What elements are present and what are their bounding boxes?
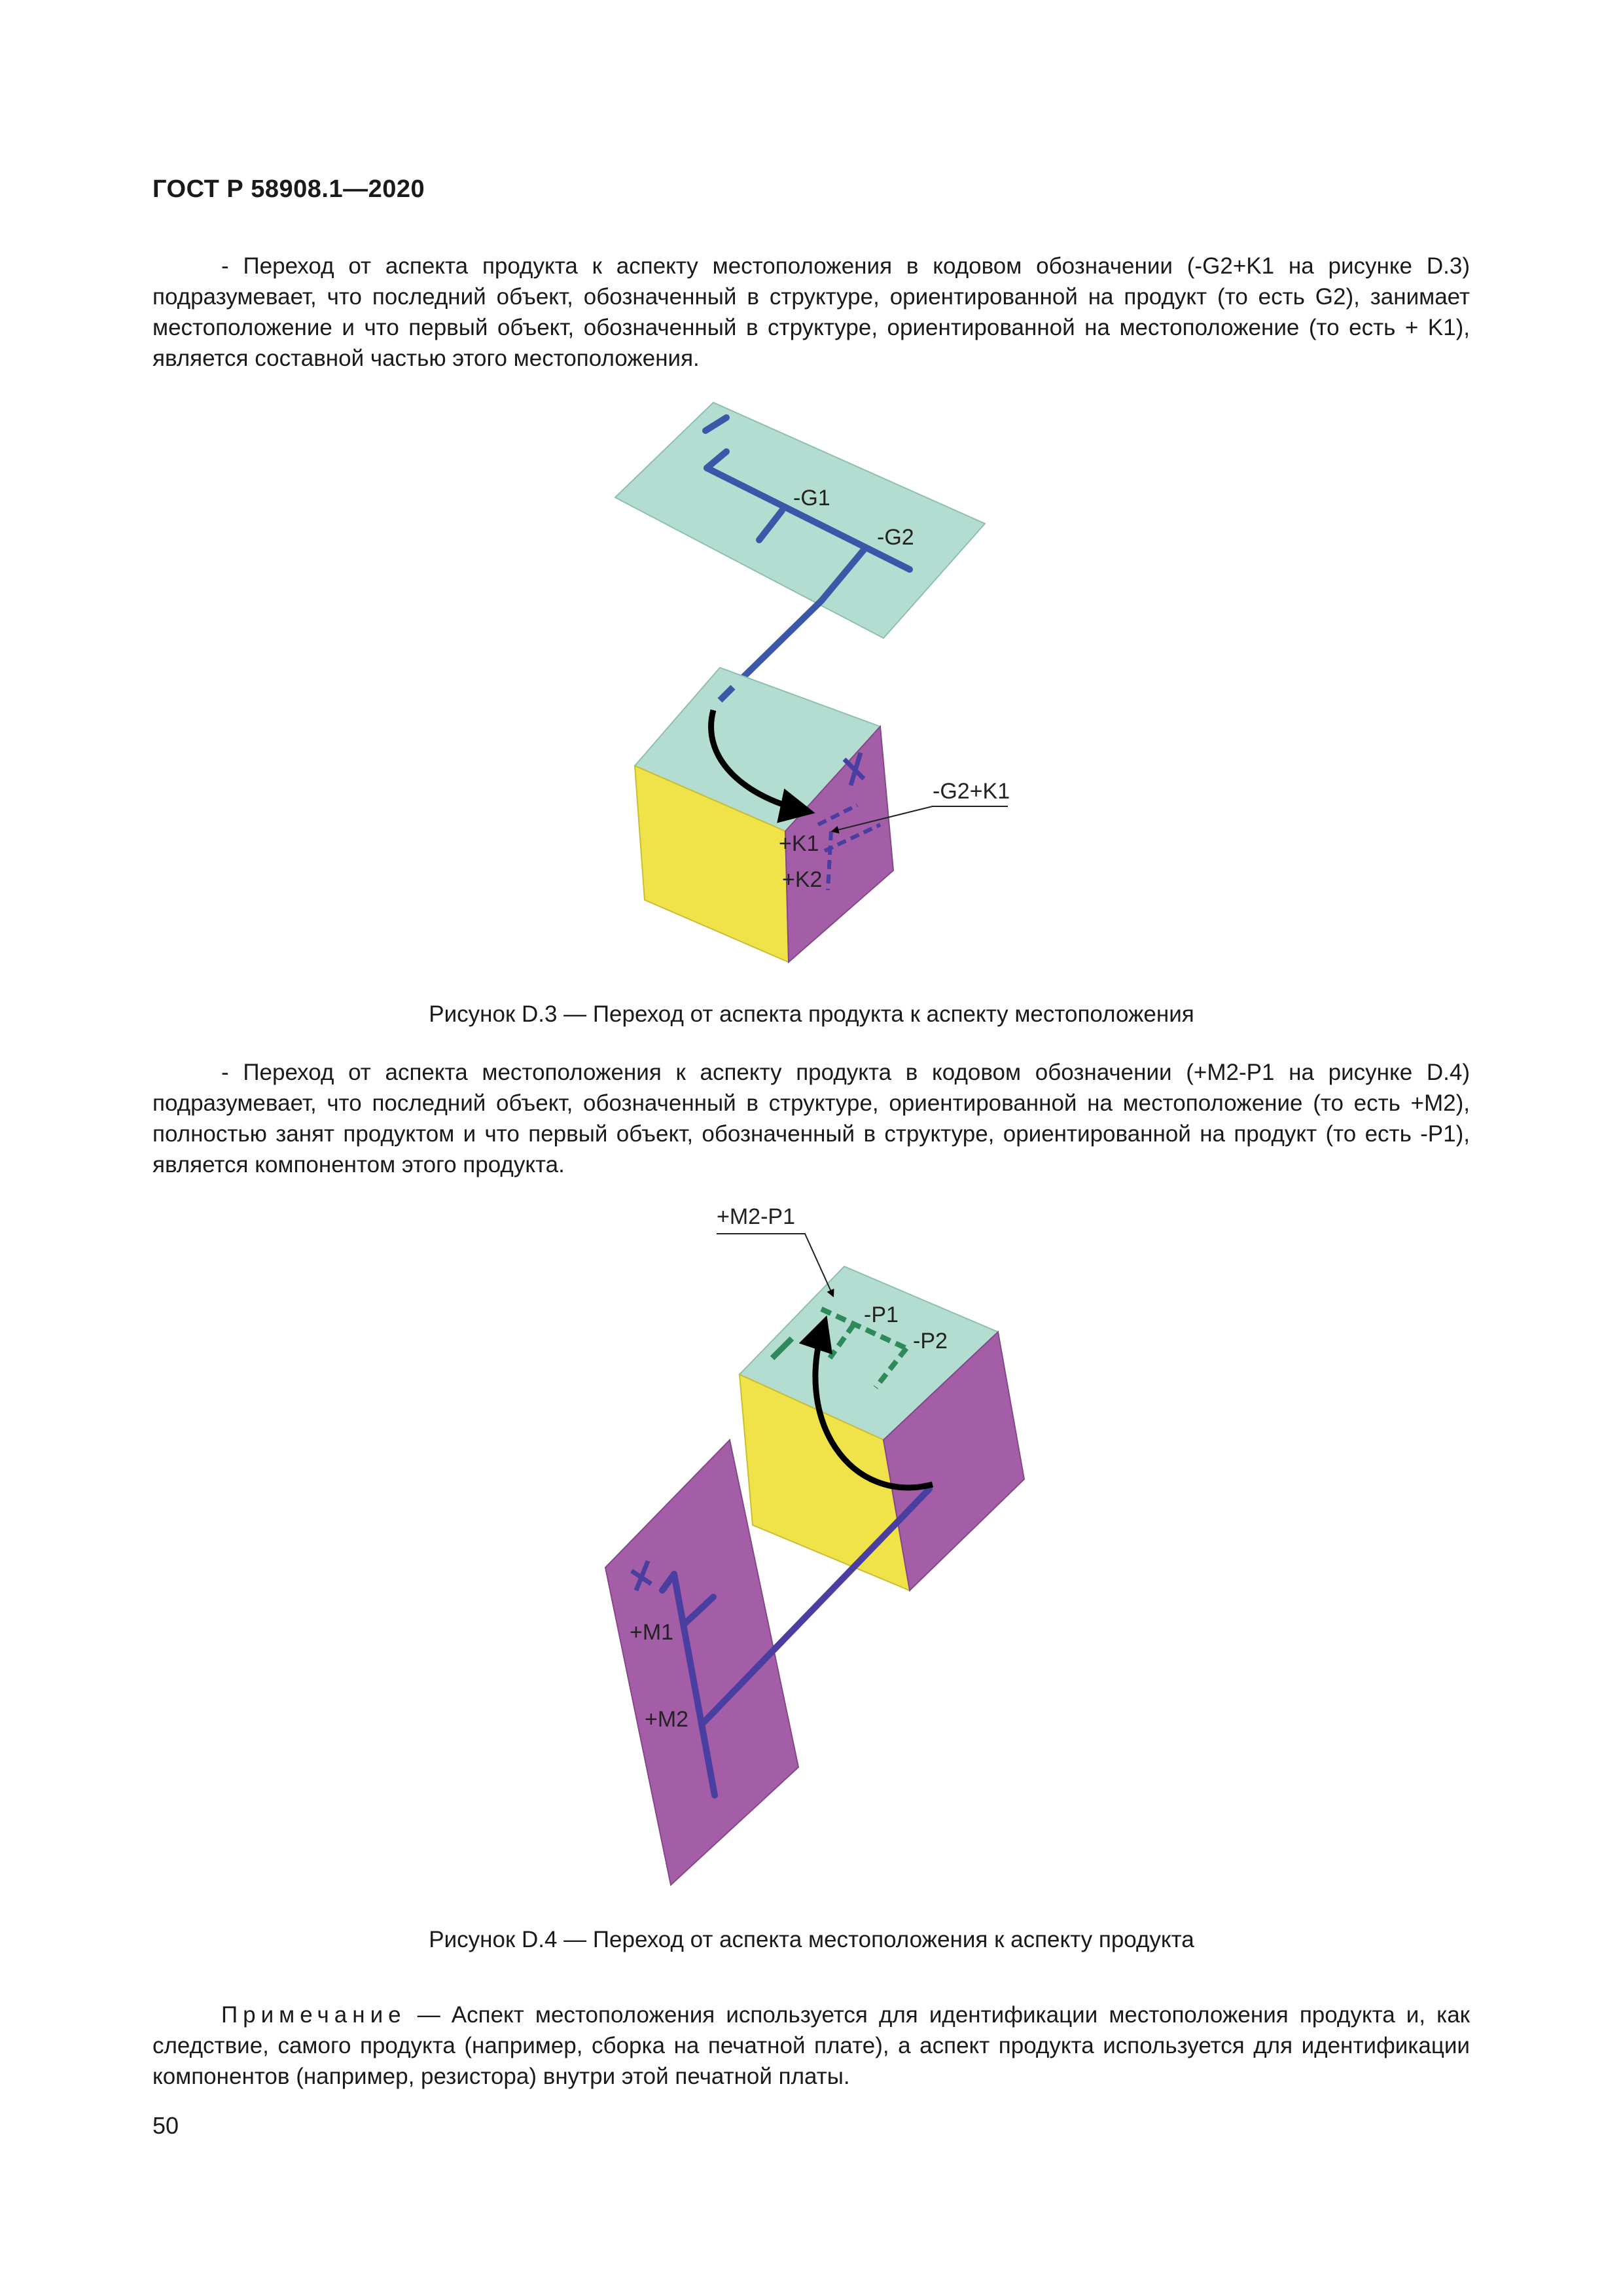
label-g2: -G2 — [877, 525, 914, 550]
paragraph-2-text: - Переход от аспекта местоположения к аспекту продукта в кодовом обозначении (+M2-P1 на рисунке D.4) подразумевает, что последний объект, обозначенный в структуре, ориентированной на местоположение (то есть +M2), полностью занят продуктом и что первый объект, обозначенный в структуре, ориентированной на продукт (то есть -P1), является компонентом этого продукта. — [152, 1060, 1470, 1177]
figure-d4 — [0, 1191, 1623, 1911]
label-g1: -G1 — [793, 486, 830, 511]
label-m2p1: +M2-P1 — [717, 1204, 795, 1229]
paragraph-product-to-location — [152, 251, 1470, 374]
label-p2: -P2 — [913, 1329, 948, 1354]
note-lead: Примечание — [221, 2002, 406, 2028]
caption-figure-d4: Рисунок D.4 — Переход от аспекта местоположения к аспекту продукта — [429, 1927, 1194, 1952]
paragraph-location-to-product — [152, 1057, 1470, 1180]
paragraph-1-text: - Переход от аспекта продукта к аспекту местоположения в кодовом обозначении (-G2+K1 на рисунке D.3) подразумевает, что последний объект, обозначенный в структуре, ориентированной на продукт (то есть G2), занимает местоположение и что первый объект, обозначенный в структуре, ориентированной на местоположение (то есть + K1), является составной частью этого местоположения. — [152, 253, 1470, 371]
figure-d3 — [0, 386, 1623, 975]
callout-leader-m2p1 — [717, 1234, 833, 1296]
document-code-header: ГОСТ Р 58908.1—2020 — [152, 175, 425, 203]
product-plane — [615, 403, 985, 638]
caption-figure-d3: Рисунок D.3 — Переход от аспекта продукта к аспекту местоположения — [429, 1001, 1194, 1027]
label-k1: +K1 — [779, 831, 819, 856]
page-number: 50 — [152, 2112, 179, 2139]
label-m1: +M1 — [630, 1620, 674, 1645]
label-g2k1: -G2+K1 — [933, 779, 1010, 804]
note-text: — Аспект местоположения используется для идентификации местоположения продукта и, как следствие, самого продукта (например, сборка на печатной плате), а аспект продукта используется для идентификации компонентов (например, резистора) внутри этой печатной платы. — [152, 2002, 1470, 2089]
label-m2: +M2 — [645, 1707, 689, 1732]
label-k2: +K2 — [782, 867, 823, 892]
note-paragraph — [152, 2000, 1470, 2092]
label-p1: -P1 — [864, 1302, 899, 1327]
